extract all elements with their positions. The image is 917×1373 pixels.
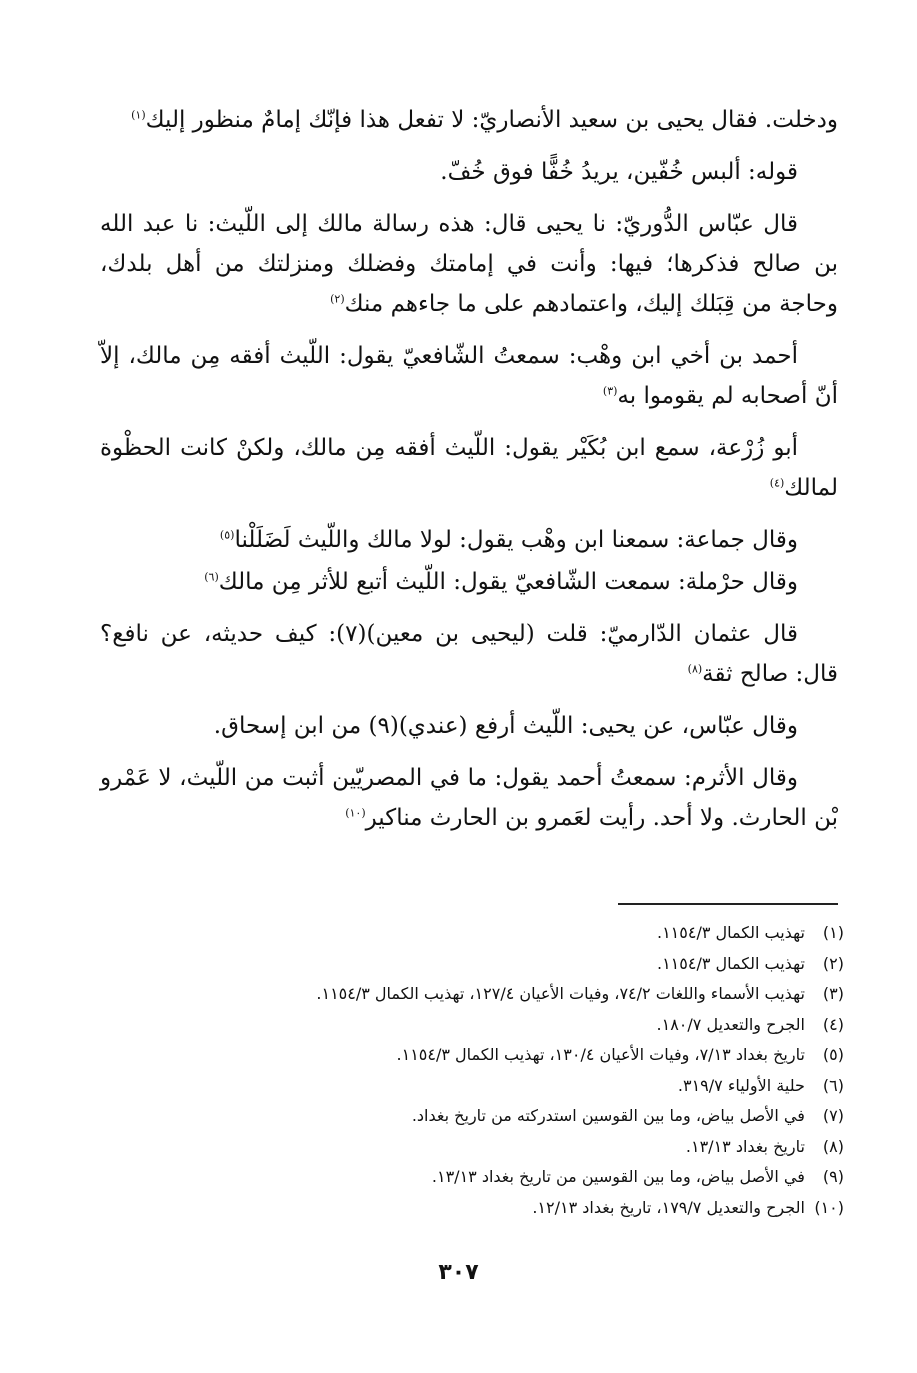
- footnote-text: في الأصل بياض، وما بين القوسين من تاريخ بغداد ١٣/١٣.: [431, 1167, 805, 1186]
- paragraph: قال عثمان الدّارميّ: قلت (ليحيى بن معين)(٧): كيف حديثه، عن نافع؟ قال: صالح ثقة$^{(٨)}$: [100, 621, 838, 687]
- footnote-ref: (٦): [204, 570, 219, 584]
- paragraph: أبو زُرْعة، سمع ابن بُكَيْر يقول: اللّيث أفقه مِن مالك، ولكنْ كانت الحظْوة لمالك$^{(٤)}$: [100, 435, 838, 501]
- footnote: [120, 1010, 844, 1041]
- footnote: [120, 1162, 844, 1193]
- footnote-ref: (٤): [769, 476, 785, 490]
- footnote-number: (٥): [822, 1045, 844, 1064]
- footnote: [120, 1071, 844, 1102]
- paragraph: قال عبّاس الدُّوريّ: نا يحيى قال: هذه رسالة مالك إلى اللّيث: نا عبد الله بن صالح فذكرها؛ فيها: وأنت في إمامتك وفضلك ومنزلتك من أهل بلدك، وحاجة من قِبَلك إليك، واعتمادهم على ما جاءهم منك$^{(٢)}$: [100, 211, 838, 317]
- footnote-text: تهذيب الأسماء واللغات ٧٤/٢، وفيات الأعيان ١٢٧/٤، تهذيب الكمال ١١٥٤/٣.: [316, 984, 805, 1003]
- paragraph: وقال الأثرم: سمعتُ أحمد يقول: ما في المصريّين أثبت من اللّيث، لا عَمْرو بْن الحارث. ولا أحد. رأيت لعَمرو بن الحارث مناكير$^{(١٠)}$: [100, 765, 838, 831]
- page-number: ٣٠٧: [438, 1260, 479, 1285]
- footnote-text: الجرح والتعديل ١٧٩/٧، تاريخ بغداد ١٢/١٣.: [532, 1197, 805, 1217]
- footnote: [120, 1101, 844, 1132]
- footnote-text: تهذيب الكمال ١١٥٤/٣.: [656, 953, 805, 973]
- footnote-number: (٨): [822, 1136, 844, 1156]
- footnote-text: تاريخ بغداد ١٣/١٣.: [685, 1136, 805, 1156]
- main-text: [100, 100, 838, 850]
- footnotes: [120, 918, 844, 1223]
- footnote-number: (٧): [822, 1106, 844, 1125]
- footnote: [120, 979, 844, 1010]
- footnote-text: الجرح والتعديل ١٨٠/٧.: [656, 1014, 805, 1034]
- footnote-number: (٦): [822, 1075, 844, 1095]
- footnote-number: (٣): [822, 984, 844, 1003]
- footnote: [120, 918, 844, 949]
- paragraph: ودخلت. فقال يحيى بن سعيد الأنصاريّ: لا تفعل هذا فإنّك إمامٌ منظور إليك$^{(١)}$: [131, 107, 838, 133]
- footnote-text: في الأصل بياض، وما بين القوسين استدركته من تاريخ بغداد.: [411, 1106, 805, 1125]
- footnote-number: (٤): [822, 1014, 844, 1034]
- footnote-number: (٢): [822, 953, 844, 973]
- paragraph: وقال جماعة: سمعنا ابن وهْب يقول: لولا مالك واللّيث لَضَلَلْنا$^{(٥)}$: [219, 527, 798, 553]
- footnote-separator: [618, 903, 838, 905]
- paragraph: قوله: ألبس خُفّين، يريدُ خُفًّا فوق خُفّ.: [440, 159, 798, 185]
- paragraph: وقال عبّاس، عن يحيى: اللّيث أرفع (عندي)(٩) من ابن إسحاق.: [213, 713, 798, 739]
- footnote-ref: (٣): [602, 384, 618, 398]
- footnote-number: (١٠): [814, 1197, 844, 1217]
- footnote: [120, 1132, 844, 1163]
- footnote-ref: (٥): [219, 528, 235, 542]
- footnote-ref: (١٠): [345, 806, 366, 820]
- paragraph: أحمد بن أخي ابن وهْب: سمعتُ الشّافعيّ يقول: اللّيث أفقه مِن مالك، إلاّ أنّ أصحابه لم يقوموا به$^{(٣)}$: [100, 343, 838, 409]
- footnote-text: حلية الأولياء ٣١٩/٧.: [677, 1075, 805, 1095]
- footnote-text: تهذيب الكمال ١١٥٤/٣.: [656, 923, 805, 942]
- footnote: [120, 949, 844, 980]
- footnote: [120, 1040, 844, 1071]
- footnote-ref: (٨): [687, 662, 703, 676]
- footnote-number: (١): [822, 923, 844, 942]
- footnote: [120, 1193, 844, 1224]
- footnote-text: تاريخ بغداد ٧/١٣، وفيات الأعيان ١٣٠/٤، تهذيب الكمال ١١٥٤/٣.: [396, 1045, 805, 1064]
- footnote-ref: (١): [131, 108, 146, 122]
- paragraph: وقال حرْملة: سمعت الشّافعيّ يقول: اللّيث أتبع للأثر مِن مالك$^{(٦)}$: [204, 569, 798, 595]
- footnote-ref: (٢): [330, 292, 345, 306]
- footnote-number: (٩): [822, 1167, 844, 1186]
